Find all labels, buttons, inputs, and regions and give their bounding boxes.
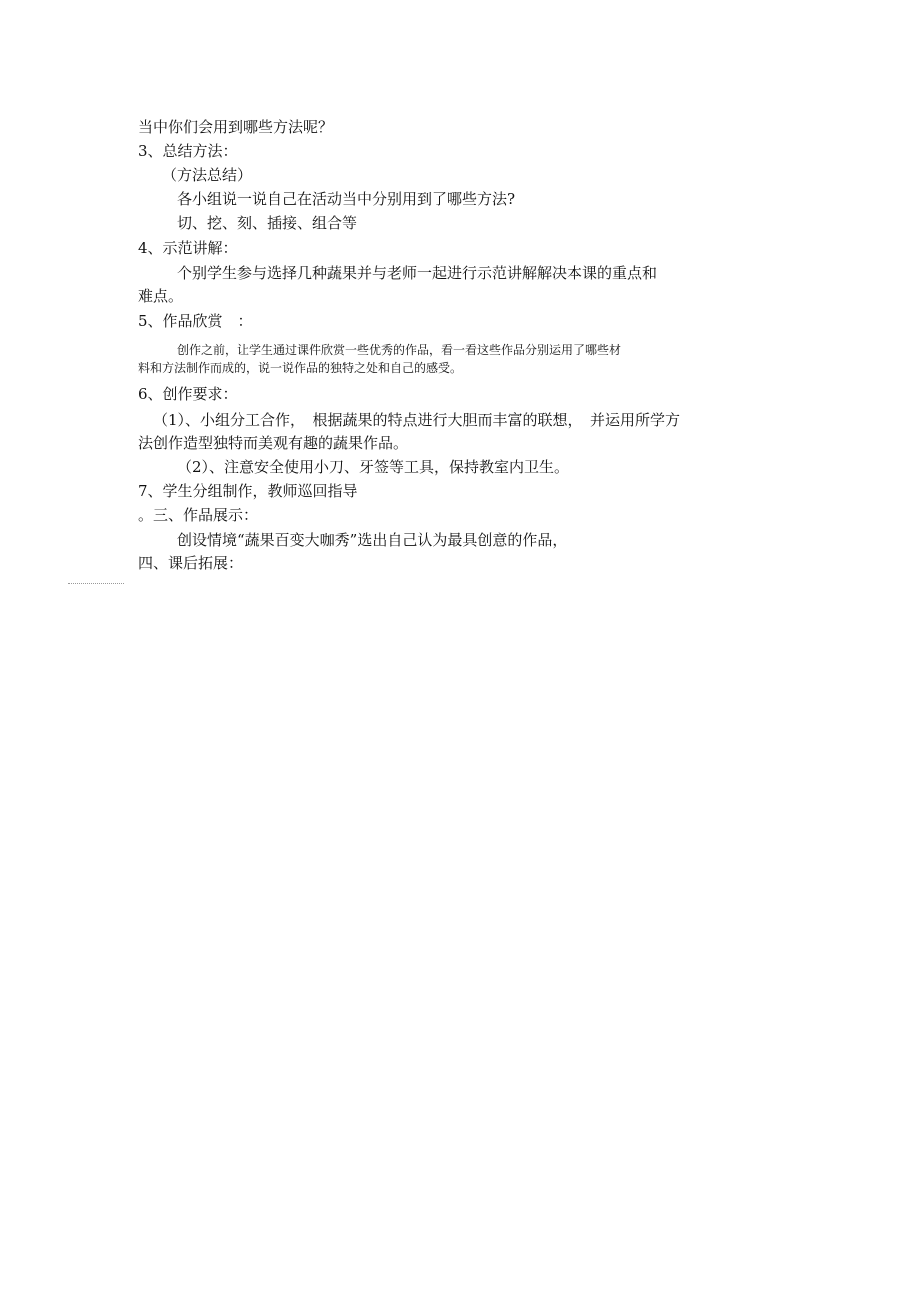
section-heading-3: 3、总结方法： [138,142,238,160]
text-line: 创设情境“蔬果百变大咖秀”选出自己认为最具创意的作品， [177,531,568,549]
text-line: 各小组说一说自己在活动当中分别用到了哪些方法? [177,190,516,208]
text-line: 法创作造型独特而美观有趣的蔬果作品。 [138,434,409,452]
text-line: 个别学生参与选择几种蔬果并与老师一起进行示范讲解解决本课的重点和 [177,264,658,282]
text-line: 难点。 [138,287,184,305]
text-line: （1）、小组分工合作， 根据蔬果的特点进行大胆而丰富的联想， 并运用所学方 [153,411,681,429]
text-line: （2）、注意安全使用小刀、牙签等工具，保持教室内卫生。 [177,458,570,476]
text-line: 料和方法制作而成的，说一说作品的独特之处和自己的感受。 [138,361,463,375]
text-line: 当中你们会用到哪些方法呢？ [138,118,334,136]
text-line: 切、挖、刻、插接、组合等 [177,214,358,232]
section-heading-7: 7、学生分组制作，教师巡回指导 [138,482,358,500]
section-heading-four: 四、课后拓展： [138,554,244,572]
section-heading-4: 4、示范讲解： [138,239,238,257]
section-heading-three: 。三、作品展示： [138,506,259,524]
dotted-divider [68,583,124,584]
text-line: （方法总结） [162,166,253,184]
section-heading-6: 6、创作要求： [138,385,238,403]
section-heading-5: 5、作品欣赏 ： [138,312,253,330]
text-line: 创作之前，让学生通过课件欣赏一些优秀的作品，看一看这些作品分别运用了哪些材 [177,343,622,357]
